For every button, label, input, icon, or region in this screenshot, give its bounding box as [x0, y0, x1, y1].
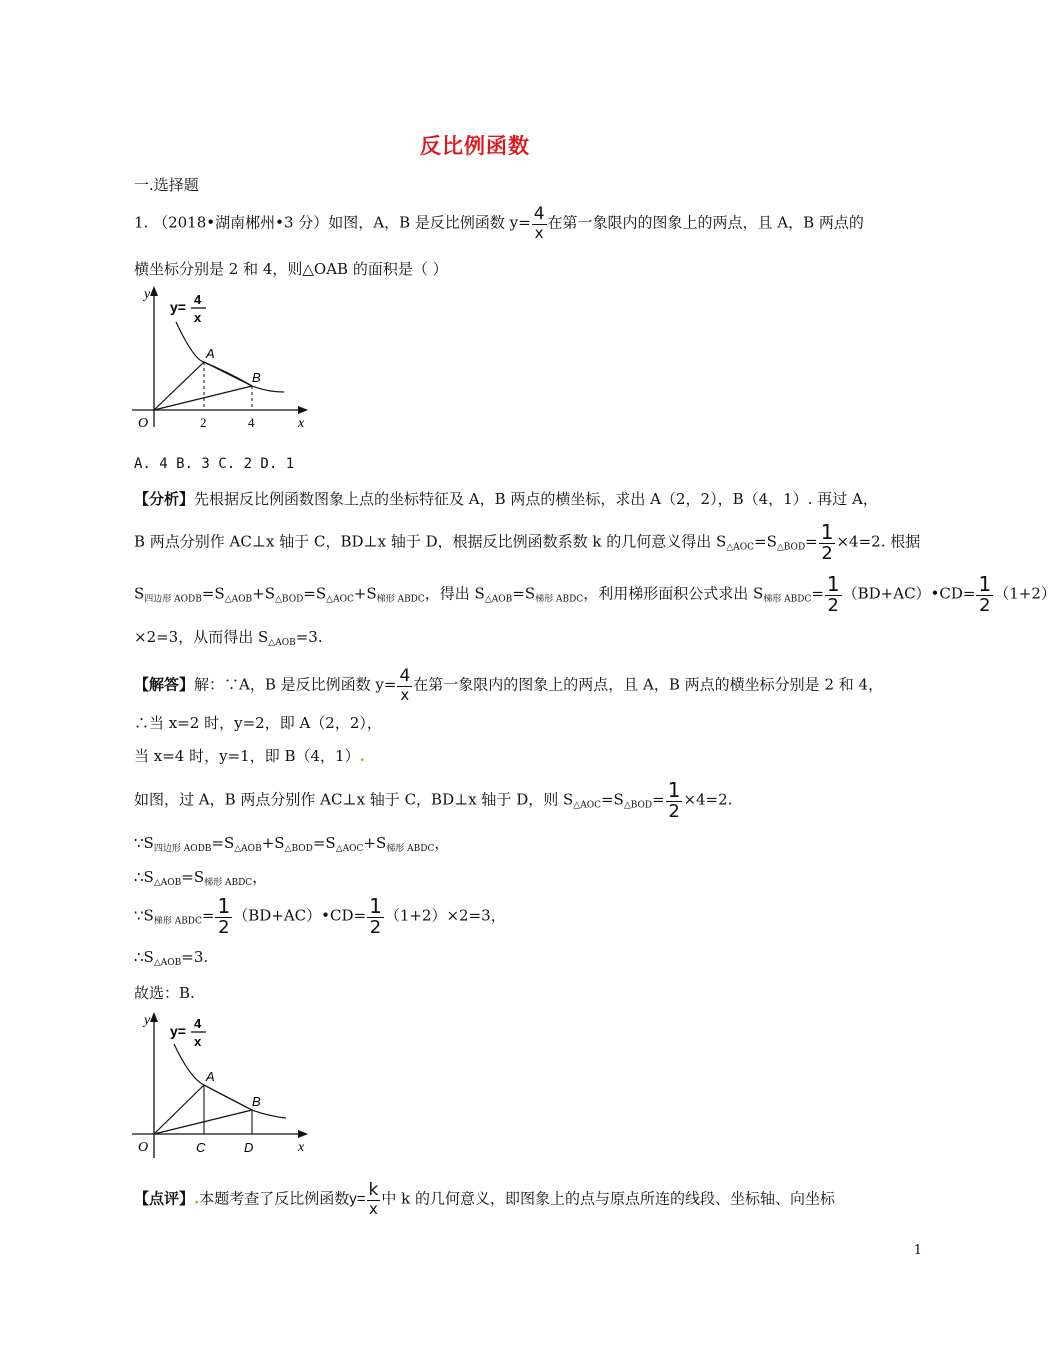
fig1-segment-ob [154, 386, 252, 410]
analysis-l4-a: ×2=3，从而得出 S [134, 628, 269, 646]
analysis-l3-k: （ [994, 584, 1010, 603]
fig2-label-y: y [144, 1013, 151, 1028]
half-den: 2 [827, 595, 839, 616]
half-den: 2 [218, 917, 230, 938]
analysis-l3-i: = [811, 584, 824, 603]
fig2-segment-oa [154, 1085, 204, 1134]
answer-l5-c: +S [261, 834, 285, 852]
question-1-line-1 [134, 206, 864, 241]
analysis-l4-sub: △AOB [268, 638, 296, 648]
figure-2-graph [128, 1008, 318, 1163]
answer-l7-c: （BD+AC）•CD= [233, 906, 367, 925]
answer-frac-num: 4 [399, 666, 411, 686]
answer-l6-sub2: 梯形 ABDC [204, 878, 253, 888]
analysis-l3-half-2 [976, 574, 993, 615]
answer-l7-d: （1+2）×2=3， [384, 906, 506, 925]
half-num: 1 [369, 894, 382, 918]
analysis-label: 【分析】 [134, 490, 195, 508]
fig1-y-arrow [150, 286, 158, 296]
answer-l5-sub5: 梯形 ABDC [386, 844, 435, 854]
analysis-l2-c: = [805, 532, 818, 551]
answer-l5-a: ∵S [134, 834, 154, 852]
analysis-line-3 [134, 574, 1056, 615]
analysis-l3-d: =S [303, 584, 327, 603]
answer-l8-b: =3. [181, 948, 209, 966]
analysis-l3-l: 1+2） [1009, 584, 1056, 603]
answer-l7-a: ∵S [134, 906, 154, 925]
half-den: 2 [369, 917, 382, 938]
analysis-text-1: 先根据反比例函数图象上点的坐标特征及 A，B 两点的横坐标，求出 A（2，2），B（4，1）. 再过 A， [194, 490, 878, 508]
analysis-l2-b: =S [754, 532, 777, 551]
answer-options: A. 4 B. 3 C. 2 D. 1 [134, 456, 295, 472]
fig1-eq-num: 4 [194, 292, 202, 307]
answer-l1-fraction [397, 668, 412, 703]
answer-l4-a: 如图，过 A，B 两点分别作 AC⊥x 轴于 C，BD⊥x 轴于 D，则 S [134, 790, 574, 809]
fig1-tick-2: 2 [200, 415, 207, 430]
section-heading: 一.选择题 [134, 176, 199, 194]
answer-l4-half [666, 780, 683, 821]
fig1-tick-4: 4 [248, 415, 255, 430]
analysis-l2-sub1: △AOC [726, 542, 754, 553]
fig1-label-y: y [144, 287, 151, 302]
answer-l6-a: ∴S [134, 868, 154, 886]
answer-l3-dot: . [359, 747, 365, 765]
answer-label: 【解答】 [134, 675, 195, 694]
answer-line-2: ∴当 x=2 时，y=2，即 A（2，2）， [134, 714, 382, 732]
fig2-label-d: D [244, 1140, 254, 1155]
fig2-eq-den: x [194, 1034, 202, 1049]
comment-text-a: 本题考查了反比例函数 [199, 1189, 350, 1208]
fig1-eq-label: y= [170, 299, 186, 315]
answer-line-8 [134, 948, 208, 968]
analysis-l3-sub5: 梯形 ABDC [376, 594, 425, 605]
answer-line-1 [134, 668, 883, 703]
answer-l4-sub2: △BOD [623, 800, 653, 811]
fig2-segment-ob [154, 1110, 252, 1134]
half-num: 1 [978, 572, 992, 596]
analysis-l2-a: B 两点分别作 AC⊥x 轴于 C，BD⊥x 轴于 D，根据反比例函数系数 k 的几何意义得出 S [134, 532, 727, 551]
question-1-line-2: 横坐标分别是 2 和 4，则△OAB 的面积是（ ） [134, 260, 448, 278]
comment-fraction [367, 1182, 381, 1217]
analysis-l3-c: +S [252, 584, 275, 603]
analysis-l3-a: S [134, 584, 145, 603]
q1-text-b: 在第一象限内的图象上的两点，且 A，B 两点的 [547, 213, 864, 232]
answer-l5-e: +S [363, 834, 387, 852]
answer-l5-f: ， [434, 834, 450, 852]
analysis-l3-sub4: △AOC [326, 594, 354, 605]
answer-l5-sub3: △BOD [284, 844, 313, 854]
analysis-l3-sub3: △BOD [275, 594, 304, 605]
analysis-l3-sub6: △AOB [484, 594, 513, 605]
analysis-l4-b: =3. [295, 628, 323, 646]
answer-line-4 [134, 780, 732, 821]
comment-frac-num: k [368, 1180, 379, 1200]
comment-text-b: 中 k 的几何意义，即图象上的点与原点所连的线段、坐标轴、向坐标 [381, 1189, 836, 1208]
answer-l7-b: = [201, 906, 215, 925]
half-den: 2 [821, 543, 833, 564]
half-num: 1 [820, 520, 834, 544]
analysis-l3-h: ，利用梯形面积公式求出 S [583, 584, 764, 603]
analysis-l3-b: =S [201, 584, 225, 603]
fig2-curve [174, 1044, 286, 1118]
analysis-l3-sub8: 梯形 ABDC [763, 594, 812, 605]
half-num: 1 [667, 778, 681, 802]
q1-frac-num: 4 [533, 204, 545, 224]
fig1-label-a: A [206, 346, 215, 361]
fig2-label-o: O [138, 1140, 149, 1155]
answer-frac-den: x [400, 686, 410, 704]
fig2-label-b: B [252, 1094, 261, 1109]
fig1-eq-den: x [194, 310, 202, 325]
fig1-curve [176, 322, 284, 392]
answer-l7-sub: 梯形 ABDC [153, 916, 202, 927]
answer-line-9: 故选：B. [134, 984, 195, 1002]
answer-l4-d: ×4=2. [683, 790, 733, 809]
answer-l6-c: ， [252, 868, 268, 886]
analysis-l3-e: +S [353, 584, 377, 603]
page-title: 反比例函数 [420, 134, 530, 158]
q1-text-a: 1. （2018•湖南郴州•3 分）如图，A，B 是反比例函数 y= [134, 213, 531, 232]
fig2-label-x: x [298, 1140, 305, 1155]
answer-l5-sub2: △AOB [234, 844, 262, 854]
analysis-l2-half [819, 522, 836, 563]
page-number: 1 [913, 1243, 922, 1258]
fig1-label-b: B [252, 370, 261, 385]
fig2-x-arrow [298, 1130, 308, 1138]
answer-l5-sub4: △AOC [335, 844, 364, 854]
half-num: 1 [217, 894, 231, 918]
analysis-l3-j: （BD+AC）•CD= [842, 584, 976, 603]
analysis-l3-sub2: △AOB [224, 594, 253, 605]
analysis-l3-sub7: 梯形 ABDC [535, 594, 584, 605]
answer-l8-sub: △AOB [153, 958, 182, 968]
analysis-line-2 [134, 522, 920, 563]
fig1-x-arrow [298, 406, 308, 414]
answer-l4-c: = [652, 790, 665, 809]
analysis-line-4 [134, 626, 323, 648]
fig2-y-arrow [150, 1012, 158, 1022]
half-num: 1 [826, 572, 840, 596]
comment-line [134, 1182, 835, 1217]
answer-l4-b: =S [600, 790, 624, 809]
answer-l5-d: =S [312, 834, 336, 852]
comment-label: 【点评】 [134, 1189, 195, 1208]
fig2-segment-ab [204, 1085, 252, 1110]
comment-eq-label: y= [349, 1190, 366, 1208]
answer-l5-sub1: 四边形 AODB [153, 844, 212, 854]
half-den: 2 [668, 801, 680, 822]
fig2-label-a: A [206, 1069, 215, 1084]
fig2-label-c: C [196, 1140, 206, 1155]
answer-l7-half-2 [367, 896, 384, 937]
fig1-label-o: O [138, 416, 149, 431]
answer-line-3 [134, 745, 365, 766]
analysis-l3-g: =S [512, 584, 536, 603]
q1-fraction [532, 206, 547, 241]
half-den: 2 [979, 595, 991, 616]
answer-line-5 [134, 832, 449, 854]
answer-l6-sub1: △AOB [153, 878, 182, 888]
answer-line-6 [134, 866, 267, 888]
analysis-l3-sub1: 四边形 AODB [144, 594, 202, 605]
fig1-label-x: x [298, 416, 305, 431]
analysis-l3-half-1 [825, 574, 842, 615]
fig2-eq-label: y= [170, 1023, 186, 1039]
answer-l7-half-1 [215, 896, 232, 937]
analysis-l2-sub2: △BOD [776, 542, 806, 553]
answer-l6-b: =S [181, 868, 205, 886]
comment-dot: . [194, 1189, 200, 1208]
answer-l5-b: =S [211, 834, 235, 852]
answer-l4-sub1: △AOC [573, 800, 601, 811]
answer-l3-text: 当 x=4 时，y=1，即 B（4，1） [134, 747, 360, 765]
fig2-eq-num: 4 [194, 1016, 202, 1031]
fig1-segment-ab [204, 362, 252, 386]
analysis-l3-f: ，得出 S [424, 584, 485, 603]
answer-line-7 [134, 896, 506, 937]
fig1-segment-oa [154, 362, 204, 410]
comment-frac-den: x [369, 1200, 378, 1218]
analysis-l2-d: ×4=2. 根据 [836, 532, 921, 551]
answer-l1-b: 在第一象限内的图象上的两点，且 A，B 两点的横坐标分别是 2 和 4， [413, 675, 884, 694]
figure-1-graph [128, 282, 318, 432]
answer-l1-a: 解：∵A，B 是反比例函数 y= [194, 675, 397, 694]
analysis-line-1 [134, 488, 878, 509]
answer-l8-a: ∴S [134, 948, 154, 966]
q1-frac-den: x [534, 224, 544, 242]
